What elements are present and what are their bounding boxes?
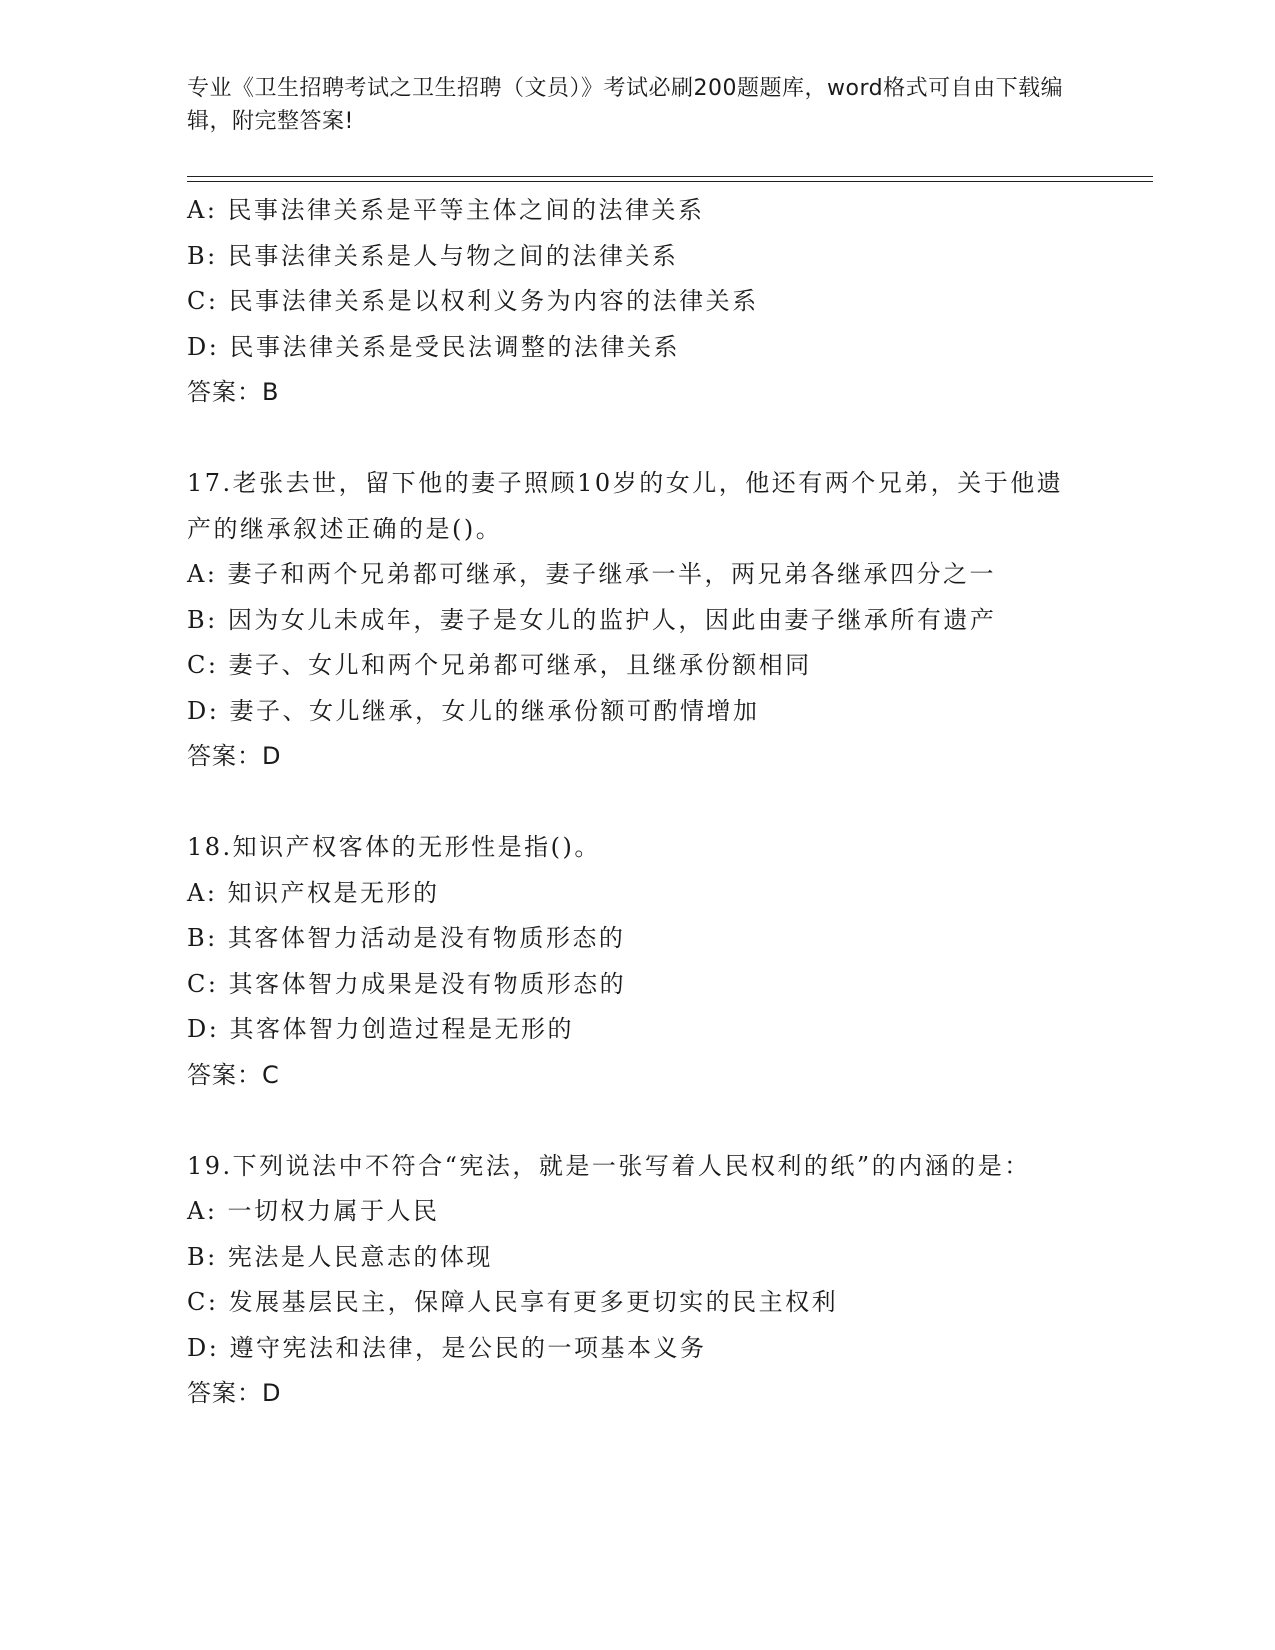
option-c: C: 民事法律关系是以权利义务为内容的法律关系 — [187, 287, 759, 315]
question-list — [187, 188, 1087, 1417]
question-stem: 17.老张去世，留下他的妻子照顾10岁的女儿，他还有两个兄弟，关于他遗产的继承叙述正确的是()。 — [187, 469, 1064, 543]
question-17 — [187, 461, 1087, 780]
option-c: C: 其客体智力成果是没有物质形态的 — [187, 969, 627, 998]
option-b: B: 宪法是人民意志的体现 — [187, 1242, 493, 1271]
header-divider-top — [187, 176, 1153, 177]
option-c: C: 发展基层民主，保障人民享有更多更切实的民主权利 — [187, 1288, 839, 1316]
option-d: D: 其客体智力创造过程是无形的 — [187, 1015, 574, 1043]
option-a: A: 知识产权是无形的 — [187, 878, 440, 907]
option-a: A: 民事法律关系是平等主体之间的法律关系 — [187, 196, 705, 224]
option-b: B: 其客体智力活动是没有物质形态的 — [187, 924, 626, 952]
question-stem: 19.下列说法中不符合“宪法，就是一张写着人民权利的纸”的内涵的是： — [187, 1151, 1031, 1180]
spacer — [187, 416, 1087, 462]
header-divider-bottom — [187, 181, 1153, 182]
answer: 答案：C — [187, 1060, 280, 1089]
spacer — [187, 1098, 1087, 1144]
option-a: A: 一切权力属于人民 — [187, 1197, 440, 1225]
question-stem: 18.知识产权客体的无形性是指()。 — [187, 833, 601, 861]
spacer — [187, 780, 1087, 826]
answer: 答案：D — [187, 1379, 282, 1407]
option-a: A: 妻子和两个兄弟都可继承，妻子继承一半，两兄弟各继承四分之一 — [187, 560, 997, 588]
option-b: B: 民事法律关系是人与物之间的法律关系 — [187, 241, 679, 270]
question-18 — [187, 825, 1087, 1098]
option-c: C: 妻子、女儿和两个兄弟都可继承，且继承份额相同 — [187, 651, 812, 679]
answer: 答案：D — [187, 742, 282, 770]
answer: 答案：B — [187, 378, 280, 406]
option-d: D: 遵守宪法和法律，是公民的一项基本义务 — [187, 1333, 707, 1362]
option-d: D: 民事法律关系是受民法调整的法律关系 — [187, 332, 680, 361]
option-b: B: 因为女儿未成年，妻子是女儿的监护人，因此由妻子继承所有遗产 — [187, 605, 997, 634]
question-19 — [187, 1144, 1087, 1417]
question-16 — [187, 188, 1087, 416]
document-header: 专业《卫生招聘考试之卫生招聘（文员）》考试必刷200题题库，word格式可自由下载编辑，附完整答案! — [187, 76, 1064, 134]
option-d: D: 妻子、女儿继承，女儿的继承份额可酌情增加 — [187, 696, 760, 725]
